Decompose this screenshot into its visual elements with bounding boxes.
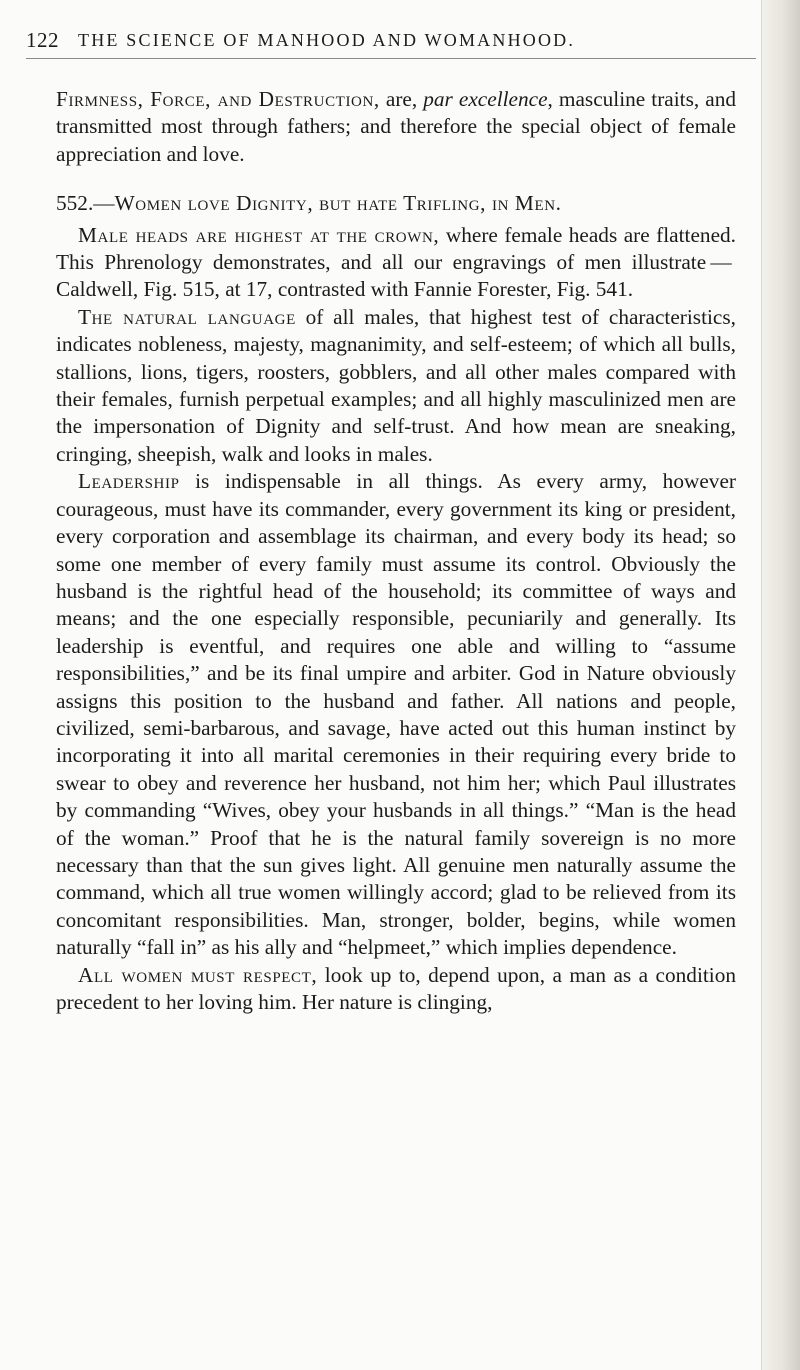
page-header bbox=[26, 18, 756, 59]
paragraph-all-women: All women must respect, look up to, depend upon, a man as a condition precedent to her loving him. Her nature is clinging, bbox=[56, 962, 736, 1014]
lead-leadership: Leadership bbox=[78, 469, 180, 494]
section-number: 552. bbox=[56, 191, 94, 216]
page-number: 122 bbox=[26, 28, 59, 52]
lead-male-heads: Male heads are highest at the crown, bbox=[78, 222, 440, 247]
paragraph-leadership: Leadership is indispensable in all things. As every army, however courageous, must have its commander, every government its king or president, every corporation and assemblage its chairman, and every body its head; so some one member of every family must assume its control. Obviously the husband is the rightful head of the household; its committee of ways and means; and the one especially responsible, pecuniarily and generally. Its leadership is eventful, and requires one able and willing to “assume responsibilities,” and be its final umpire and arbiter. God in Nature obviously assigns this position to the husband and father. All nations and people, civilized, semi-barbarous, and savage, have acted out this human instinct by incorporating it into all marital ceremonies in their requiring every bride to swear to obey and reverence her husband, not him her; which Paul illustrates by commanding “Wives, obey your husbands in all things.” “Man is the head of the woman.” Proof that he is the natural family sovereign is no more necessary than that the sun gives light. All genuine men naturally assume the command, which all true women willingly accord; glad to be relieved from its concomitant responsibilities. Man, stronger, bolder, begins, while women naturally “fall in” as his ally and “helpmeet,” which implies dependence. bbox=[56, 469, 736, 960]
italic-phrase: par excellence bbox=[423, 87, 548, 111]
section-title: Women love Dignity, but hate Trifling, in Men. bbox=[114, 191, 562, 216]
paragraph-firmness: Firmness, Force, and Destruction, are, par excellence, masculine traits, and transmitted most through fathers; and therefore the special object of female appreciation and love. bbox=[56, 87, 736, 166]
page-edge-shadow bbox=[761, 0, 800, 1370]
body-text bbox=[56, 86, 736, 1016]
paragraph-male-heads: Male heads are highest at the crown, where female heads are flattened. This Phrenology demonstrates, and all our engravings of men illustrate — Caldwell, Fig. 515, at 17, contrasted with Fannie Forester, Fig. 541. bbox=[56, 222, 736, 302]
lead-natural-language: The natural language bbox=[78, 304, 296, 329]
lead-firmness: Firmness, Force, and Destruction, bbox=[56, 87, 380, 111]
running-head: THE SCIENCE OF MANHOOD AND WOMANHOOD. bbox=[78, 30, 576, 50]
section-heading-552: 552.—Women love Dignity, but hate Trifling, in Men. bbox=[56, 191, 562, 216]
lead-all-women: All women must respect, bbox=[78, 962, 318, 987]
paragraph-natural-language: The natural language of all males, that highest test of characteristics, indicates nobleness, majesty, magnanimity, and self-esteem; of which all bulls, stallions, lions, tigers, roosters, gobblers, and all other males compared with their females, furnish perpetual examples; and all highly masculinized men are the impersonation of Dignity and self-trust. And how mean are sneaking, cringing, sheepish, walk and looks in males. bbox=[56, 304, 736, 466]
